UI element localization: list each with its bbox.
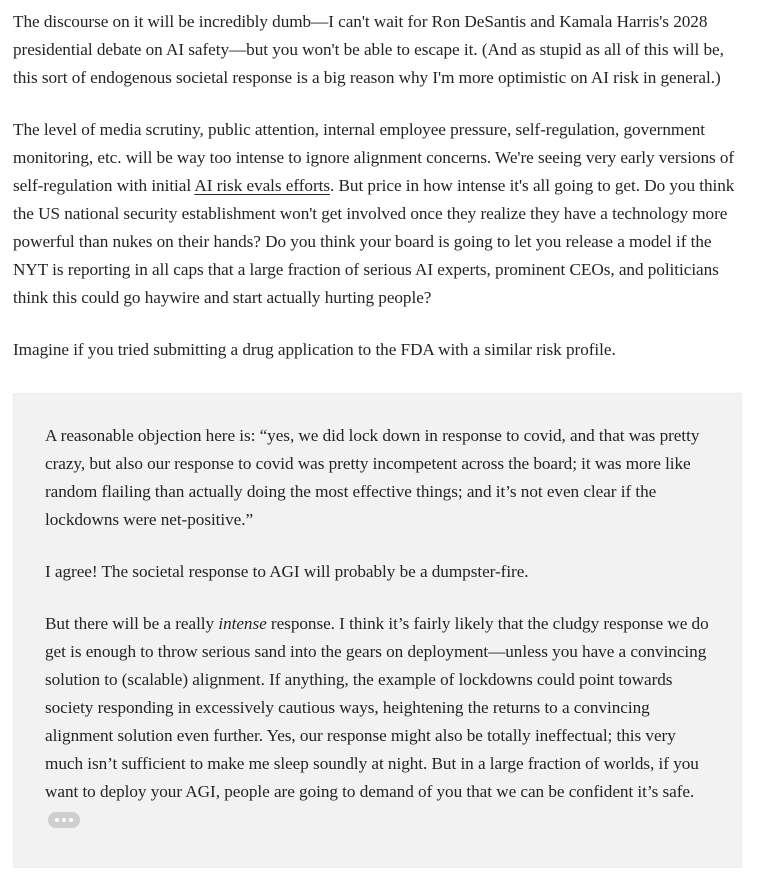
emphasis-intense: intense xyxy=(218,614,267,633)
callout-paragraph-intense xyxy=(45,610,717,806)
paragraph-discourse: The discourse on it will be incredibly dumb—I can't wait for Ron DeSantis and Kamala Harris's 2028 presidential debate on AI safety—but you won't be able to escape it. (And as stupid as all of this will be, this sort of endogenous societal response is a big reason why I'm more optimistic on AI risk in general.) xyxy=(13,12,724,87)
ai-risk-evals-link[interactable]: AI risk evals efforts xyxy=(194,176,330,195)
paragraph-text: The level of media scrutiny, public attention, internal employee pressure, self-regulation, government monitoring, etc. will be way too intense to ignore alignment concerns. We're seeing very early versions of self-regulation with initial xyxy=(13,120,735,195)
paragraph-text: But there will be a really xyxy=(45,614,219,633)
dot xyxy=(69,818,73,822)
dot xyxy=(62,818,66,822)
ellipsis-icon[interactable] xyxy=(48,812,80,828)
paragraph-text: response. I think it’s fairly likely that the cludgy response we do get is enough to throw serious sand into the gears on deployment—unless you have a convincing solution to (scalable) alignment. If anything, the example of lockdowns could point towards society responding in excessively cautious ways, heightening the returns to a convincing alignment solution even further. Yes, our response might also be totally ineffectual; this very much isn’t sufficient to make me sleep soundly at night. But in a large fraction of worlds, if you want to deploy your AGI, people are going to demand of you that we can be confident it’s safe. xyxy=(45,614,709,801)
paragraph-text: . But price in how intense it's all going to get. Do you think the US national security establishment won't get involved once they realize they have a technology more powerful than nukes on their hands? Do you think your board is going to let you release a model if the NYT is reporting in all caps that a large fraction of serious AI experts, prominent CEOs, and politicians think this could go haywire and start actually hurting people? xyxy=(13,176,735,307)
footnote-callout xyxy=(13,393,742,868)
callout-paragraph-objection: A reasonable objection here is: “yes, we did lock down in response to covid, and that was pretty crazy, but also our response to covid was pretty incompetent across the board; it was more like random flailing than actually doing the most effective things; and it’s not even clear if the lockdowns were net-positive.” xyxy=(45,426,700,529)
callout-paragraph-agree: I agree! The societal response to AGI will probably be a dumpster-fire. xyxy=(45,562,529,581)
paragraph-fda: Imagine if you tried submitting a drug application to the FDA with a similar risk profile. xyxy=(13,340,616,359)
article-body xyxy=(13,8,745,388)
dot xyxy=(55,818,59,822)
callout-content xyxy=(45,422,717,830)
paragraph-media-scrutiny xyxy=(13,116,745,312)
